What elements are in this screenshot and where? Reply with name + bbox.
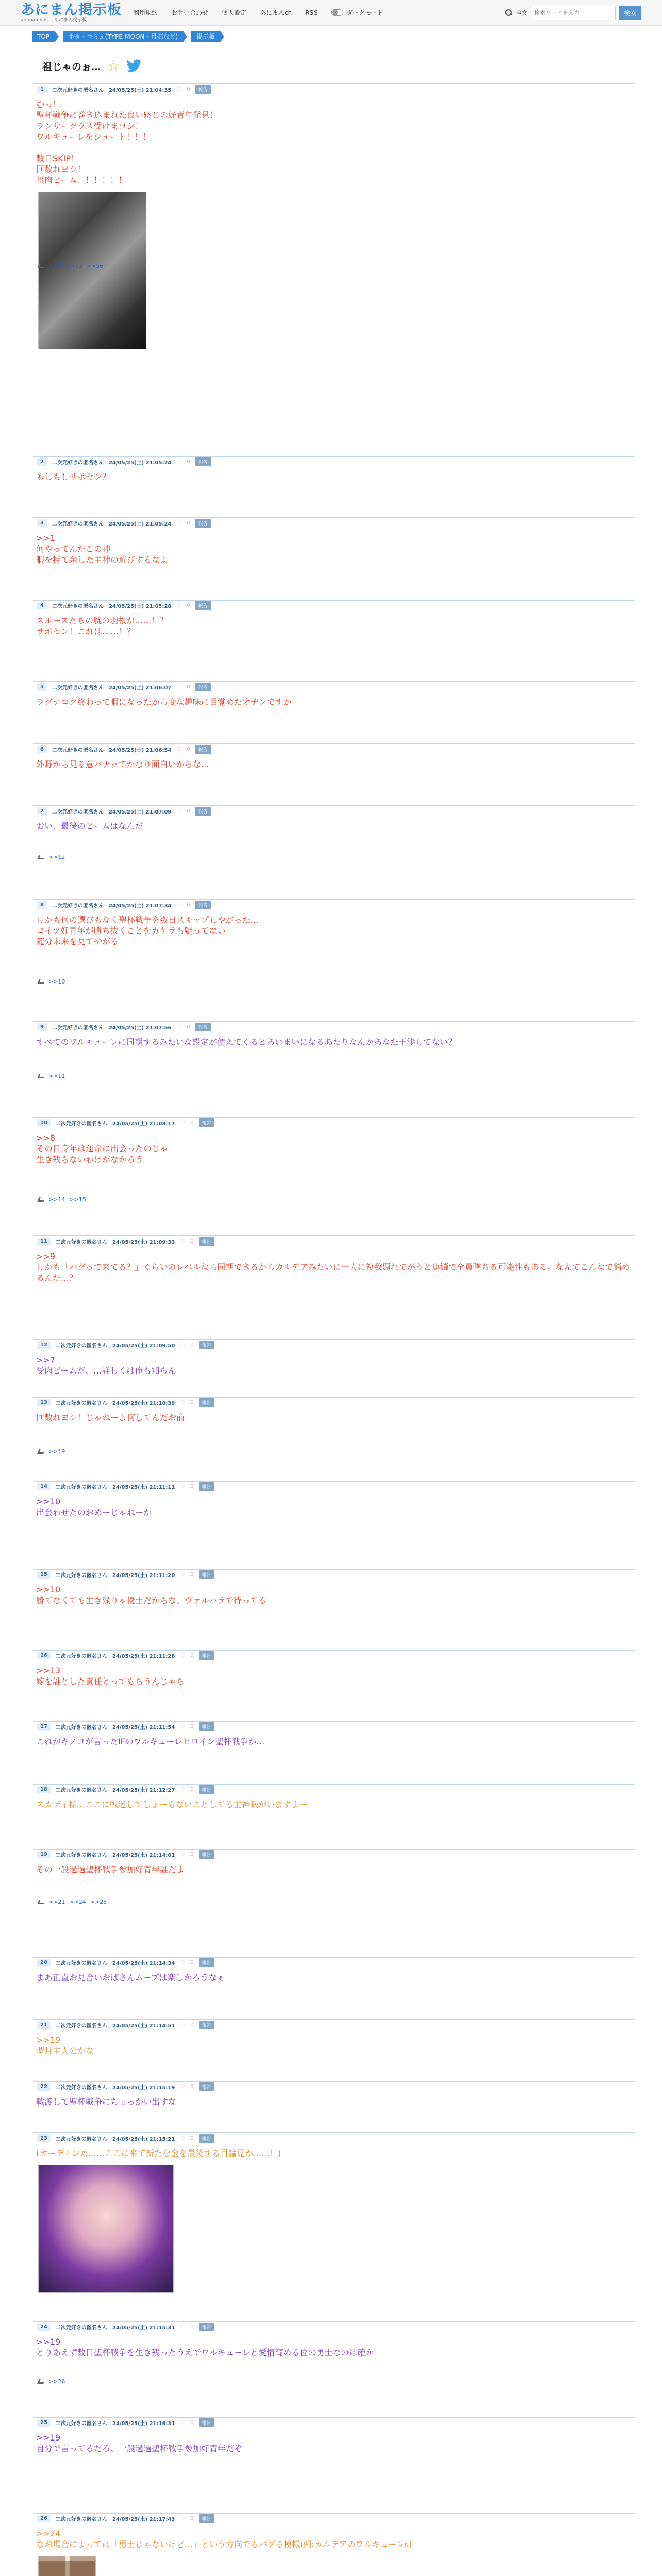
reply-icon[interactable]	[37, 1074, 45, 1078]
post-body: ラグナロク終わって暇になったから変な趣味に目覚めたオヂンですか	[36, 697, 292, 707]
poster-name: 二次元好きの匿名さん	[55, 1484, 107, 1490]
post-footer	[38, 1196, 86, 1203]
post-body: 外野から見る意バナッてかなり面白いからな…	[36, 759, 209, 769]
post-image[interactable]	[38, 2556, 96, 2576]
poster-name: 二次元好きの匿名さん	[55, 1343, 107, 1349]
heart-count: 0	[190, 1959, 194, 1965]
post-body: すべてのワルキューレに同期するみたいな設定が使えてくるとあいまいになるあたりなんかあなた干渉してない？	[36, 1037, 456, 1047]
reply-anchor-link[interactable]: >>21	[48, 1899, 65, 1905]
post-header	[33, 1339, 635, 1349]
post-number[interactable]: 7	[37, 807, 47, 815]
post	[33, 743, 635, 770]
post-header	[33, 456, 635, 466]
post-body: むっ！ 聖杯戦争に巻き込まれた良い感じの好青年発見！ ランサークラス受けまヨシ！ ワルキューレをシュート！！！ 数日SKIP！ 回数れヨシ！ 祖肉ビーム！！！！！！	[36, 99, 218, 185]
post-date: 24/05/25(土) 21:08:17	[112, 1121, 175, 1127]
post	[33, 1849, 635, 1905]
poster-name: 二次元好きの匿名さん	[55, 2136, 107, 2142]
post-number[interactable]: 15	[37, 1571, 51, 1579]
post	[33, 517, 635, 565]
poster-name: 二次元好きの匿名さん	[52, 603, 104, 609]
heart-count: 0	[187, 902, 190, 908]
post	[33, 1481, 635, 1518]
post-number[interactable]: 6	[37, 745, 47, 753]
heart-icon[interactable]: ♡	[180, 1399, 186, 1406]
post-footer	[38, 978, 65, 985]
poster-name: 二次元好きの匿名さん	[55, 1852, 107, 1858]
post-body: >>19 とりあえず数日聖杯戦争を生き残ったうえでワルキューレと愛情育める位の勇士なのは確か	[36, 2337, 374, 2358]
post-footer	[38, 854, 65, 860]
report-button[interactable]: 報告	[195, 683, 211, 691]
poster-name: 二次元好きの匿名さん	[55, 2420, 107, 2427]
heart-icon[interactable]: ♡	[176, 86, 182, 93]
report-button[interactable]: 報告	[195, 1023, 211, 1031]
report-button[interactable]: 報告	[199, 1785, 214, 1794]
reply-icon[interactable]	[37, 1197, 45, 1202]
reply-anchor-link[interactable]: >>10	[48, 978, 65, 985]
heart-count: 0	[190, 1851, 194, 1857]
reply-icon[interactable]	[37, 1900, 45, 1904]
report-button[interactable]: 報告	[195, 457, 211, 466]
post-body: 戦渡して聖杯戦争にちょっかい出すな	[36, 2097, 177, 2107]
post	[33, 1650, 635, 1687]
report-button[interactable]: 報告	[199, 1570, 214, 1579]
post-number[interactable]: 11	[37, 1238, 51, 1245]
post-date: 24/05/25(土) 21:07:56	[108, 1025, 172, 1031]
post-number[interactable]: 12	[37, 1341, 51, 1349]
heart-icon[interactable]: ♡	[176, 807, 182, 815]
post-date: 24/05/25(土) 21:11:28	[112, 1653, 175, 1659]
poster-name: 二次元好きの匿名さん	[55, 2023, 107, 2029]
post-date: 24/05/25(土) 21:15:19	[112, 2084, 175, 2091]
post-date: 24/05/25(土) 21:12:27	[112, 1787, 175, 1793]
heart-count: 0	[190, 1238, 194, 1244]
logo-text: あにまん掲示板	[21, 2, 122, 18]
report-button[interactable]: 報告	[199, 2514, 214, 2523]
post-header	[33, 899, 635, 909]
post-date: 24/05/25(土) 21:14:01	[112, 1852, 175, 1858]
report-button[interactable]: 報告	[199, 2323, 214, 2331]
post-image[interactable]	[38, 2165, 174, 2293]
post	[33, 2417, 635, 2454]
poster-name: 二次元好きの匿名さん	[52, 685, 104, 691]
post-date: 24/05/25(土) 21:05:24	[108, 521, 172, 527]
poster-name: 二次元好きの匿名さん	[55, 1653, 107, 1659]
post-footer	[38, 263, 103, 269]
heart-icon[interactable]: ♡	[180, 1652, 186, 1659]
post	[33, 1957, 635, 1983]
breadcrumb-top[interactable]: TOP	[32, 31, 55, 42]
post-footer	[38, 1448, 65, 1455]
post-date: 24/05/25(土) 21:05:24	[108, 460, 172, 466]
poster-name: 二次元好きの匿名さん	[52, 1025, 104, 1031]
heart-count: 0	[187, 808, 190, 814]
reply-icon[interactable]	[37, 855, 45, 859]
heart-icon[interactable]: ♡	[176, 458, 182, 465]
post-date: 24/05/25(土) 21:09:50	[112, 1343, 175, 1349]
post-date: 24/05/25(土) 21:14:34	[112, 1960, 175, 1967]
post-header	[33, 517, 635, 528]
heart-icon[interactable]: ♡	[180, 1851, 186, 1858]
post-header	[33, 600, 635, 610]
nav-contact[interactable]: お問い合わせ	[171, 9, 209, 16]
heart-icon[interactable]: ♡	[180, 2021, 186, 2028]
post-body: >>8 その日身年は運命に出会ったのじゃ 生き残らないわけがなかろう	[36, 1133, 169, 1164]
heart-count: 0	[190, 1786, 194, 1792]
reply-icon[interactable]	[37, 264, 45, 268]
post-header	[33, 1650, 635, 1660]
post-date: 24/05/25(土) 21:09:33	[112, 1239, 175, 1245]
post-date: 24/05/25(土) 21:15:31	[112, 2325, 175, 2331]
poster-name: 二次元好きの匿名さん	[55, 1239, 107, 1245]
reply-anchor-link[interactable]: >>26	[48, 2378, 65, 2385]
post-date: 24/05/25(土) 21:06:54	[108, 747, 172, 753]
post-number[interactable]: 23	[37, 2134, 51, 2142]
report-button[interactable]: 報告	[199, 2082, 214, 2091]
heart-icon[interactable]: ♡	[180, 1238, 186, 1245]
post-body: 回数れヨシ！じゃねーよ何してんだお前	[36, 1413, 185, 1422]
dark-mode-label: ダークモード	[346, 9, 384, 16]
reply-anchor-link[interactable]: >>14	[48, 1196, 65, 1203]
post-footer	[38, 2378, 65, 2385]
post-header	[33, 1235, 635, 1246]
post-date: 24/05/25(土) 21:05:28	[108, 603, 172, 609]
post-body: >>24 なお場合によっては「勇士じゃないけど…」という方向でもバグる模様(例:カルデアのワルキューレs)	[36, 2529, 412, 2549]
post	[33, 899, 635, 985]
reply-anchor-link[interactable]: >>19	[48, 1448, 65, 1455]
search-mode-select[interactable]: 全文	[516, 10, 527, 16]
post	[33, 456, 635, 482]
post-number[interactable]: 22	[37, 2083, 51, 2091]
post-number[interactable]: 25	[37, 2419, 51, 2427]
heart-icon[interactable]: ♡	[180, 1723, 186, 1730]
reply-anchor-link[interactable]: >>56	[86, 263, 104, 269]
nav-settings[interactable]: 個人設定	[222, 9, 247, 16]
report-button[interactable]: 報告	[199, 1237, 214, 1246]
heart-icon[interactable]: ♡	[176, 683, 182, 690]
post-header	[33, 83, 635, 94]
heart-count: 0	[190, 2515, 194, 2521]
reply-anchor-link[interactable]: >>12	[48, 854, 65, 860]
post-body: >>10 勝てなくても生き残りゃ優士だからな、ヴァルハラで待ってる	[36, 1585, 267, 1605]
post-date: 24/05/25(土) 21:15:21	[112, 2136, 175, 2142]
poster-name: 二次元好きの匿名さん	[55, 2325, 107, 2331]
post-header	[33, 1021, 635, 1031]
post-number[interactable]: 10	[37, 1119, 51, 1127]
post-number[interactable]: 19	[37, 1851, 51, 1858]
post-number[interactable]: 13	[37, 1399, 51, 1406]
heart-icon[interactable]: ♡	[180, 2134, 186, 2142]
post-body: >>7 受肉ビームだ、…詳しくは俺も知らん	[36, 1355, 176, 1376]
post-number[interactable]: 14	[37, 1483, 51, 1490]
reply-anchor-link[interactable]: >>15	[69, 1196, 86, 1203]
post-body: おい、最後のビームはなんだ	[36, 821, 143, 831]
heart-count: 0	[190, 1399, 194, 1405]
heart-icon[interactable]: ♡	[176, 519, 182, 527]
post-header	[33, 2321, 635, 2331]
post-body: >>19 型月主人公かな	[36, 2035, 94, 2056]
heart-count: 0	[187, 602, 190, 608]
heart-count: 0	[187, 86, 190, 92]
heart-count: 0	[187, 1024, 190, 1030]
heart-count: 0	[190, 1723, 194, 1730]
report-button[interactable]: 報告	[195, 807, 211, 816]
post-header	[33, 1569, 635, 1579]
report-button[interactable]: 報告	[199, 1722, 214, 1731]
post-header	[33, 2417, 635, 2427]
logo-subtext: animan bbs … あにまん掲示板	[21, 17, 87, 23]
post-number[interactable]: 2	[37, 458, 47, 466]
post-number[interactable]: 4	[37, 602, 47, 609]
post-body: >>10 出会わせたのおめーじゃねーか	[36, 1497, 152, 1517]
post-date: 24/05/25(土) 21:14:51	[112, 2023, 175, 2029]
heart-icon[interactable]: ♡	[176, 901, 182, 908]
nav-animanch[interactable]: あにまんch	[260, 9, 292, 16]
post	[33, 681, 635, 707]
post-date: 24/05/25(土) 21:10:39	[112, 1400, 175, 1406]
heart-count: 0	[187, 746, 190, 752]
poster-name: 二次元好きの匿名さん	[55, 1960, 107, 1967]
report-button[interactable]: 報告	[199, 1118, 214, 1127]
heart-icon[interactable]: ♡	[180, 2419, 186, 2426]
poster-name: 二次元好きの匿名さん	[52, 903, 104, 909]
heart-icon[interactable]: ♡	[180, 1119, 186, 1126]
heart-icon[interactable]: ♡	[176, 745, 182, 753]
heart-count: 0	[187, 684, 190, 690]
post-body: その一般過過聖杯戦争参加好青年誰だよ	[36, 1865, 185, 1874]
post-body: スカディ様…ここに戦迷してしょーもないことしてる主神眠がいますよー	[36, 1800, 308, 1809]
poster-name: 二次元好きの匿名さん	[55, 1121, 107, 1127]
report-button[interactable]: 報告	[195, 85, 211, 94]
post	[33, 1235, 635, 1283]
post-date: 24/05/25(土) 21:07:09	[108, 809, 172, 815]
post-date: 24/05/25(土) 21:11:54	[112, 1724, 175, 1731]
search-button[interactable]: 検索	[619, 6, 641, 20]
thread-title: 祖じゃのぉ…	[42, 61, 101, 73]
nav-terms[interactable]: 利用規約	[133, 9, 158, 16]
post-number[interactable]: 9	[37, 1023, 47, 1031]
post-body: (オーディンめ……ここに来て新たな金を最後する目論見か……！)	[36, 2148, 282, 2158]
post-number[interactable]: 26	[37, 2515, 51, 2522]
poster-name: 二次元好きの匿名さん	[52, 460, 104, 466]
reply-icon[interactable]	[37, 2379, 45, 2384]
report-button[interactable]: 報告	[199, 1482, 214, 1491]
post-number[interactable]: 5	[37, 683, 47, 691]
post-body: >>9 しかも「バグって来てる？」ぐらいのレベルなら同期できるからカルデアみたいに一人に複数顕れてがうと連鎖で全員墜ちる可能性もある。なんてこんなで悩めるんだ…？	[36, 1251, 630, 1283]
favorite-star-icon[interactable]: ☆	[107, 57, 120, 74]
heart-icon[interactable]: ♡	[180, 1959, 186, 1966]
heart-icon[interactable]: ♡	[180, 1571, 186, 1578]
post	[33, 1117, 635, 1203]
post-number[interactable]: 1	[37, 86, 47, 93]
post-body: まあ正直お見合いおばさんムーブは楽しかろうなぁ	[36, 1973, 225, 1982]
post-header	[33, 805, 635, 816]
heart-count: 0	[187, 520, 190, 526]
nav-rss[interactable]: RSS	[305, 9, 318, 16]
post-footer	[38, 1899, 107, 1905]
post-header	[33, 1481, 635, 1491]
post	[33, 1721, 635, 1747]
report-button[interactable]: 報告	[199, 2418, 214, 2427]
post-number[interactable]: 20	[37, 1959, 51, 1967]
reply-anchor-link[interactable]: >>25	[90, 1899, 107, 1905]
report-button[interactable]: 報告	[195, 519, 211, 528]
post-number[interactable]: 16	[37, 1652, 51, 1659]
post	[33, 1569, 635, 1606]
report-button[interactable]: 報告	[199, 1651, 214, 1660]
post-date: 24/05/25(土) 21:06:07	[108, 685, 172, 691]
post	[33, 1784, 635, 1810]
post-date: 24/05/25(土) 21:07:34	[108, 903, 172, 909]
poster-name: 二次元好きの匿名さん	[55, 2516, 107, 2522]
post-number[interactable]: 24	[37, 2323, 51, 2331]
post-footer	[38, 1073, 65, 1079]
post-header	[33, 1849, 635, 1859]
thread	[33, 0, 635, 2576]
post	[33, 1397, 635, 1455]
post	[33, 2321, 635, 2385]
post-header	[33, 743, 635, 754]
post-header	[33, 2019, 635, 2029]
post-header	[33, 1957, 635, 1967]
post	[33, 600, 635, 637]
poster-name: 二次元好きの匿名さん	[55, 1787, 107, 1793]
post-number[interactable]: 18	[37, 1786, 51, 1793]
poster-name: 二次元好きの匿名さん	[55, 1400, 107, 1406]
heart-count: 0	[190, 1652, 194, 1658]
reply-icon[interactable]	[37, 1449, 45, 1454]
post-header	[33, 1721, 635, 1731]
post	[33, 2081, 635, 2107]
post-header	[33, 2513, 635, 2523]
breadcrumb-board[interactable]: 掲示板	[191, 31, 220, 42]
post-number[interactable]: 3	[37, 519, 47, 527]
post	[33, 805, 635, 860]
report-button[interactable]: 報告	[199, 1341, 214, 1349]
heart-count: 0	[187, 459, 190, 465]
breadcrumb-category[interactable]: ネタ・コミュ(TYPE-MOON・月姫など)	[63, 31, 183, 42]
heart-icon[interactable]: ♡	[180, 2515, 186, 2522]
report-button[interactable]: 報告	[199, 1398, 214, 1407]
post-date: 24/05/25(土) 21:17:43	[112, 2516, 175, 2522]
reply-anchor-link[interactable]: >>3	[48, 263, 62, 269]
reply-anchor-link[interactable]: >>24	[69, 1899, 86, 1905]
post	[33, 1021, 635, 1079]
post	[33, 2513, 635, 2550]
heart-count: 0	[190, 2083, 194, 2090]
poster-name: 二次元好きの匿名さん	[52, 87, 104, 93]
post-header	[33, 1117, 635, 1127]
report-button[interactable]: 報告	[195, 745, 211, 754]
post-body: >>13 嫁を誰とした責任とってもらうんじゃら	[36, 1666, 185, 1686]
heart-icon[interactable]: ♡	[180, 1341, 186, 1348]
post-body: >>1 何やってんだこの神 暇を持て余した主神の遊びするなよ	[36, 533, 169, 565]
poster-name: 二次元好きの匿名さん	[52, 809, 104, 815]
poster-name: 二次元好きの匿名さん	[52, 747, 104, 753]
heart-icon[interactable]: ♡	[180, 1786, 186, 1793]
post	[33, 2019, 635, 2056]
heart-count: 0	[190, 1120, 194, 1126]
post-date: 24/05/25(土) 21:11:11	[112, 1484, 175, 1490]
heart-count: 0	[190, 2419, 194, 2426]
poster-name: 二次元好きの匿名さん	[52, 521, 104, 527]
heart-count: 0	[190, 2324, 194, 2330]
poster-name: 二次元好きの匿名さん	[55, 2084, 107, 2091]
post-number[interactable]: 17	[37, 1723, 51, 1731]
post-header	[33, 2132, 635, 2143]
heart-icon[interactable]: ♡	[176, 1023, 182, 1030]
heart-icon[interactable]: ♡	[180, 2083, 186, 2090]
poster-name: 二次元好きの匿名さん	[55, 1724, 107, 1731]
post-header	[33, 1397, 635, 1407]
post	[33, 2132, 635, 2159]
heart-count: 0	[190, 2135, 194, 2141]
report-button[interactable]: 報告	[199, 2021, 214, 2029]
post-body: >>19 自分で言ってるだろ、一般過過聖杯戦争参加好青年だぞ	[36, 2433, 243, 2453]
post-body: スルーズたちの腕の羽根が……！？ サポセン！これは……！？	[36, 616, 168, 636]
post-number[interactable]: 21	[37, 2021, 51, 2029]
post-number[interactable]: 8	[37, 901, 47, 909]
heart-icon[interactable]: ♡	[180, 1483, 186, 1490]
report-button[interactable]: 報告	[199, 2134, 214, 2143]
post	[33, 83, 635, 269]
heart-count: 0	[190, 1483, 194, 1489]
heart-count: 0	[190, 2022, 194, 2028]
post-date: 24/05/25(土) 21:16:31	[112, 2420, 175, 2427]
poster-name: 二次元好きの匿名さん	[55, 1572, 107, 1579]
heart-count: 0	[190, 1571, 194, 1578]
post-header	[33, 2081, 635, 2091]
report-button[interactable]: 報告	[195, 601, 211, 610]
heart-icon[interactable]: ♡	[176, 602, 182, 609]
post-date: 24/05/25(土) 21:04:35	[108, 87, 172, 93]
post-body: もしもしサポセン？	[36, 472, 111, 482]
heart-count: 0	[190, 1342, 194, 1348]
reply-icon[interactable]	[37, 979, 45, 984]
reply-anchor-link[interactable]: >>11	[48, 1073, 65, 1079]
report-button[interactable]: 報告	[199, 1850, 214, 1859]
reply-anchor-link[interactable]: >>53	[65, 263, 82, 269]
post-header	[33, 681, 635, 691]
report-button[interactable]: 報告	[195, 901, 211, 909]
post-date: 24/05/25(土) 21:11:20	[112, 1572, 175, 1579]
post-body: これがキノコが言ったIFのワルキューレヒロイン聖杯戦争か…	[36, 1737, 265, 1747]
post	[33, 1339, 635, 1376]
post-body: しかも何の選びもなく聖杯戦争を数日スキップしやがった… コイツ好青年が勝ち抜くことをカケラも疑ってない 随分未来を見てやがる	[36, 915, 259, 946]
heart-icon[interactable]: ♡	[180, 2323, 186, 2330]
post-image[interactable]	[38, 192, 146, 349]
post-header	[33, 1784, 635, 1794]
report-button[interactable]: 報告	[199, 1958, 214, 1967]
